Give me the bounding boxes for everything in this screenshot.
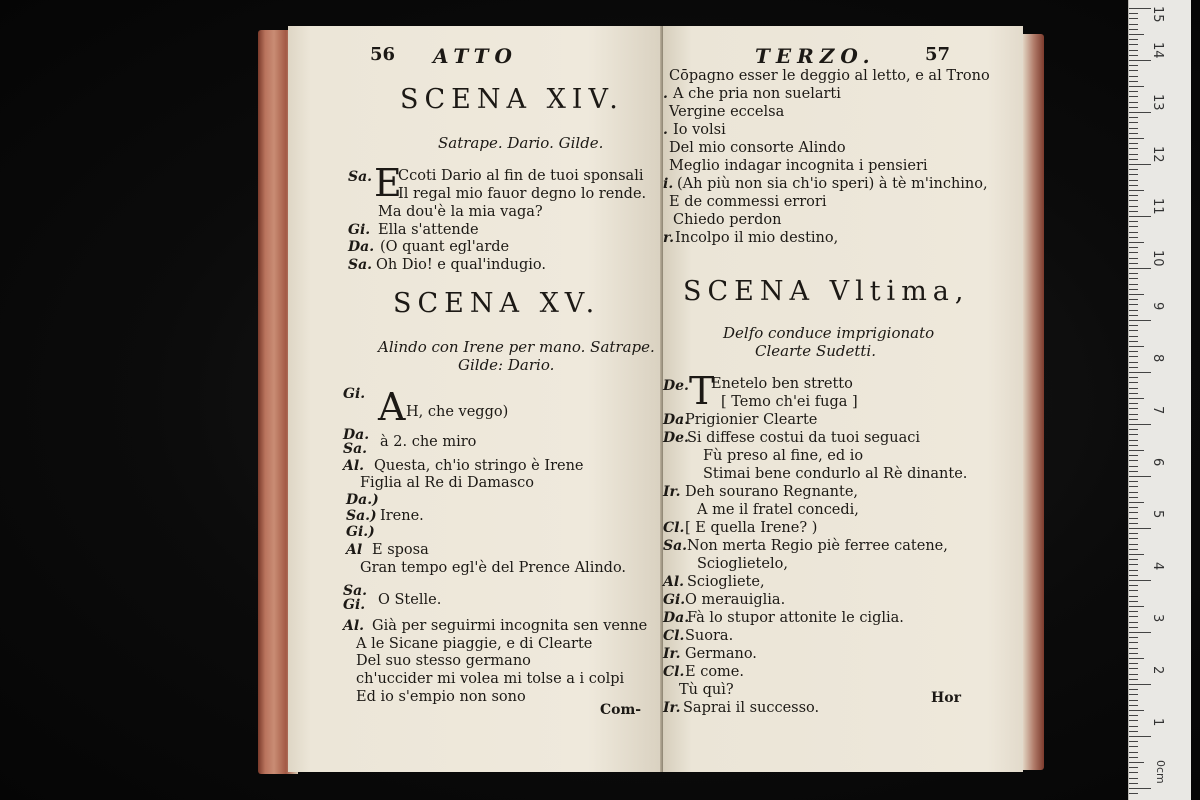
- verse-line: O merauiglia.: [685, 592, 786, 608]
- ruler-tick: [1129, 507, 1138, 508]
- ruler-tick: [1129, 143, 1138, 144]
- ruler-tick: [1129, 736, 1151, 737]
- ruler-tick: [1129, 715, 1138, 716]
- ruler-tick: [1129, 76, 1138, 77]
- ruler-tick: [1129, 91, 1138, 92]
- ruler-tick: [1129, 642, 1138, 643]
- ruler-tick: [1129, 200, 1138, 201]
- ruler-number: 4: [1150, 562, 1165, 571]
- running-head: TERZO.: [755, 44, 876, 68]
- ruler-tick: [1129, 434, 1138, 435]
- verse-line: ch'uccider mi volea mi tolse a i colpi: [356, 671, 625, 687]
- right-page: [663, 26, 1023, 772]
- ruler-tick: [1129, 299, 1138, 300]
- speaker: i.: [663, 176, 674, 192]
- ruler-number: 11: [1150, 198, 1165, 215]
- verse-line: Ed io s'empio non sono: [356, 689, 526, 705]
- ruler-tick: [1129, 242, 1144, 243]
- ruler-tick: [1129, 518, 1138, 519]
- verse-line: Ma dou'è la mia vaga?: [378, 204, 543, 220]
- ruler-tick: [1129, 29, 1138, 30]
- ruler-tick: [1129, 674, 1138, 675]
- speaker: Da.: [348, 239, 375, 255]
- ruler-tick: [1129, 346, 1144, 347]
- ruler-tick: [1129, 211, 1138, 212]
- ruler-tick: [1129, 663, 1138, 664]
- verse-line: O Stelle.: [378, 592, 442, 608]
- speaker: Al.: [343, 458, 365, 474]
- ruler-tick: [1129, 325, 1138, 326]
- speaker: Ir.: [663, 700, 681, 716]
- ruler-number: 12: [1150, 146, 1165, 163]
- verse-line: A me il fratel concedi,: [697, 502, 859, 518]
- ruler-tick: [1129, 216, 1151, 217]
- verse-line: Chiedo perdon: [673, 212, 782, 228]
- ruler-tick: [1129, 460, 1138, 461]
- ruler-tick: [1129, 455, 1138, 456]
- ruler-number: 2: [1150, 666, 1165, 675]
- ruler-number: 10: [1150, 250, 1165, 267]
- verse-line: Non merta Regio piè ferree catene,: [687, 538, 948, 554]
- scene-title: SCENA XV.: [393, 288, 601, 319]
- verse-line: Scioglietelo,: [697, 556, 788, 572]
- ruler-tick: [1129, 60, 1151, 61]
- ruler-number: 9: [1150, 302, 1165, 311]
- verse-line: Prigionier Clearte: [685, 412, 818, 428]
- ruler-tick: [1129, 746, 1138, 747]
- ruler-tick: [1129, 138, 1144, 139]
- ruler-tick: [1129, 726, 1138, 727]
- speaker: Gi.: [663, 592, 686, 608]
- scale-ruler: [1128, 0, 1191, 800]
- ruler-tick: [1129, 351, 1138, 352]
- ruler-tick: [1129, 268, 1151, 269]
- speaker: Gi.): [346, 524, 375, 540]
- ruler-tick: [1129, 393, 1138, 394]
- ruler-tick: [1129, 466, 1138, 467]
- ruler-tick: [1129, 190, 1144, 191]
- ruler-number: 7: [1150, 406, 1165, 415]
- ruler-tick: [1129, 55, 1138, 56]
- verse-line: Cōpagno esser le deggio al letto, e al Trono: [669, 68, 990, 84]
- ruler-tick: [1129, 336, 1138, 337]
- speaker: Ir.: [663, 646, 681, 662]
- ruler-tick: [1129, 356, 1138, 357]
- drop-cap: T: [689, 369, 715, 413]
- ruler-tick: [1129, 767, 1138, 768]
- verse-line: Fù preso al fine, ed io: [703, 448, 864, 464]
- verse-line: Incolpo il mio destino,: [675, 230, 839, 246]
- ruler-tick: [1129, 50, 1138, 51]
- ruler-tick: [1129, 133, 1138, 134]
- ruler-tick: [1129, 694, 1138, 695]
- speaker: Gi.: [348, 222, 371, 238]
- ruler-tick: [1129, 154, 1138, 155]
- speaker: .: [663, 86, 668, 102]
- catchword: Com-: [600, 702, 642, 718]
- ruler-tick: [1129, 658, 1144, 659]
- ruler-tick: [1129, 580, 1151, 581]
- verse-line: Gran tempo egl'è del Prence Alindo.: [360, 560, 627, 576]
- scene-cast: Alindo con Irene per mano. Satrape.: [378, 338, 655, 356]
- ruler-tick: [1129, 632, 1151, 633]
- ruler-tick: [1129, 159, 1138, 160]
- ruler-tick: [1129, 341, 1138, 342]
- ruler-tick: [1129, 310, 1138, 311]
- ruler-tick: [1129, 174, 1138, 175]
- ruler-tick: [1129, 122, 1138, 123]
- verse-line: Fà lo stupor attonite le ciglia.: [687, 610, 904, 626]
- ruler-tick: [1129, 96, 1138, 97]
- verse-line: Tù quì?: [679, 682, 734, 698]
- ruler-tick: [1129, 180, 1138, 181]
- ruler-tick: [1129, 783, 1138, 784]
- ruler-number: 5: [1150, 510, 1165, 519]
- verse-line: Saprai il successo.: [683, 700, 820, 716]
- ruler-number: 3: [1150, 614, 1165, 623]
- ruler-tick: [1129, 424, 1151, 425]
- verse-line: Meglio indagar incognita i pensieri: [669, 158, 928, 174]
- speaker: Da. Sa.: [343, 427, 370, 457]
- speaker: De.: [663, 430, 689, 446]
- speaker: Gi.: [343, 386, 366, 402]
- scene-title: SCENA XIV.: [400, 84, 624, 115]
- scene-cast: Delfo conduce imprigionato: [723, 324, 935, 342]
- ruler-tick: [1129, 388, 1138, 389]
- verse-line: Irene.: [380, 508, 424, 524]
- ruler-tick: [1129, 112, 1151, 113]
- verse-line: Il regal mio fauor degno lo rende.: [398, 186, 647, 202]
- speaker: Sa.): [346, 508, 377, 524]
- ruler-tick: [1129, 273, 1138, 274]
- drop-cap: A: [378, 385, 406, 429]
- verse-line: à 2. che miro: [380, 434, 477, 450]
- speaker: Al.: [663, 574, 685, 590]
- ruler-tick: [1129, 226, 1138, 227]
- speaker: Sa. Gi.: [343, 583, 368, 613]
- ruler-tick: [1129, 700, 1138, 701]
- speaker: Sa.: [348, 257, 373, 273]
- verse-line: Oh Dio! e qual'indugio.: [376, 257, 546, 273]
- ruler-tick: [1129, 611, 1138, 612]
- ruler-tick: [1129, 398, 1144, 399]
- ruler-tick: [1129, 720, 1138, 721]
- ruler-tick: [1129, 481, 1138, 482]
- speaker: Da.: [663, 412, 690, 428]
- verse-line: Enetelo ben stretto: [711, 376, 853, 392]
- ruler-tick: [1129, 44, 1138, 45]
- ruler-number: 14: [1150, 42, 1165, 59]
- ruler-tick: [1129, 538, 1138, 539]
- verse-line: A che pria non suelarti: [673, 86, 841, 102]
- ruler-tick: [1129, 492, 1138, 493]
- catchword: Hor: [931, 690, 961, 706]
- ruler-tick: [1129, 788, 1151, 789]
- ruler-tick: [1129, 772, 1138, 773]
- ruler-tick: [1129, 382, 1138, 383]
- ruler-tick: [1129, 637, 1138, 638]
- ruler-tick: [1129, 762, 1144, 763]
- verse-line: Sciogliete,: [687, 574, 765, 590]
- ruler-tick: [1129, 13, 1138, 14]
- verse-line: [ Temo ch'ei fuga ]: [721, 394, 858, 410]
- ruler-tick: [1129, 377, 1138, 378]
- speaker: Al: [346, 542, 363, 558]
- speaker: Ir.: [663, 484, 681, 500]
- ruler-tick: [1129, 684, 1151, 685]
- running-head: ATTO: [433, 44, 518, 68]
- ruler-tick: [1129, 221, 1138, 222]
- ruler-tick: [1129, 679, 1138, 680]
- ruler-tick: [1129, 559, 1138, 560]
- drop-cap: E: [374, 161, 402, 205]
- ruler-tick: [1129, 445, 1138, 446]
- speaker: Cl.: [663, 664, 685, 680]
- verse-line: Si diffese costui da tuoi seguaci: [687, 430, 921, 446]
- ruler-tick: [1129, 752, 1138, 753]
- ruler-number: 1: [1150, 718, 1165, 727]
- verse-line: Questa, ch'io stringo è Irene: [374, 458, 584, 474]
- ruler-tick: [1129, 408, 1138, 409]
- ruler-tick: [1129, 596, 1138, 597]
- ruler-tick: [1129, 185, 1138, 186]
- scene-cast: Satrape. Dario. Gilde.: [438, 134, 604, 152]
- ruler-tick: [1129, 549, 1138, 550]
- ruler-tick: [1129, 653, 1138, 654]
- ruler-tick: [1129, 528, 1151, 529]
- ruler-tick: [1129, 206, 1138, 207]
- ruler-tick: [1129, 575, 1138, 576]
- ruler-tick: [1129, 65, 1138, 66]
- ruler-number: 8: [1150, 354, 1165, 363]
- ruler-tick: [1129, 606, 1144, 607]
- ruler-tick: [1129, 741, 1138, 742]
- speaker: Sa.: [663, 538, 688, 554]
- ruler-tick: [1129, 70, 1138, 71]
- ruler-tick: [1129, 440, 1138, 441]
- book-fore-edge-right: [1022, 34, 1044, 770]
- open-book: [258, 22, 1044, 774]
- verse-line: Vergine eccelsa: [669, 104, 785, 120]
- ruler-tick: [1129, 278, 1138, 279]
- speaker: r.: [663, 230, 674, 246]
- ruler-tick: [1129, 34, 1144, 35]
- ruler-tick: [1129, 590, 1138, 591]
- ruler-tick: [1129, 330, 1138, 331]
- speaker: .: [663, 122, 668, 138]
- speaker: De.: [663, 378, 689, 394]
- ruler-tick: [1129, 497, 1138, 498]
- ruler-tick: [1129, 502, 1144, 503]
- verse-line: Del suo stesso germano: [356, 653, 531, 669]
- ruler-tick: [1129, 237, 1138, 238]
- ruler-tick: [1129, 304, 1138, 305]
- verse-line: [ E quella Irene? ): [685, 520, 818, 536]
- ruler-tick: [1129, 247, 1138, 248]
- ruler-tick: [1129, 476, 1151, 477]
- ruler-tick: [1129, 414, 1138, 415]
- ruler-number: 15: [1150, 6, 1165, 23]
- ruler-tick: [1129, 39, 1138, 40]
- ruler-tick: [1129, 102, 1138, 103]
- ruler-tick: [1129, 195, 1138, 196]
- ruler-tick: [1129, 648, 1138, 649]
- ruler-tick: [1129, 232, 1138, 233]
- verse-line: E come.: [685, 664, 744, 680]
- verse-line: Figlia al Re di Damasco: [360, 475, 534, 491]
- ruler-tick: [1129, 86, 1144, 87]
- ruler-tick: [1129, 169, 1138, 170]
- ruler-tick: [1129, 294, 1144, 295]
- speaker: Da.: [663, 610, 690, 626]
- ruler-tick: [1129, 705, 1138, 706]
- ruler-tick: [1129, 372, 1151, 373]
- ruler-number: 6: [1150, 458, 1165, 467]
- verse-line: Stimai bene condurlo al Rè dinante.: [703, 466, 968, 482]
- ruler-tick: [1129, 554, 1144, 555]
- ruler-tick: [1129, 362, 1138, 363]
- ruler-tick: [1129, 320, 1151, 321]
- speaker: Da.): [346, 492, 379, 508]
- ruler-tick: [1129, 627, 1138, 628]
- left-page: [288, 26, 663, 772]
- ruler-tick: [1129, 585, 1138, 586]
- ruler-tick: [1129, 289, 1138, 290]
- ruler-tick: [1129, 486, 1138, 487]
- ruler-tick: [1129, 710, 1144, 711]
- ruler-tick: [1129, 731, 1138, 732]
- ruler-tick: [1129, 164, 1151, 165]
- verse-line: Suora.: [685, 628, 734, 644]
- speaker: Cl.: [663, 520, 685, 536]
- ruler-tick: [1129, 512, 1138, 513]
- ruler-tick: [1129, 128, 1138, 129]
- page-number: 57: [925, 44, 951, 65]
- ruler-tick: [1129, 107, 1138, 108]
- verse-line: A le Sicane piaggie, e di Clearte: [356, 636, 593, 652]
- ruler-tick: [1129, 616, 1138, 617]
- ruler-tick: [1129, 18, 1138, 19]
- ruler-tick: [1129, 148, 1138, 149]
- ruler-tick: [1129, 570, 1138, 571]
- ruler-number: 13: [1150, 94, 1165, 111]
- ruler-tick: [1129, 252, 1138, 253]
- ruler-tick: [1129, 601, 1138, 602]
- ruler-tick: [1129, 778, 1138, 779]
- ruler-tick: [1129, 24, 1138, 25]
- verse-line: Ccoti Dario al fin de tuoi sponsali: [398, 168, 644, 184]
- ruler-tick: [1129, 689, 1138, 690]
- scene-title: SCENA Vltima,: [683, 276, 970, 307]
- scene-cast: Clearte Sudetti.: [755, 342, 876, 360]
- speaker: Sa.: [348, 169, 373, 185]
- verse-line: (Ah più non sia ch'io speri) à tè m'inchino,: [677, 176, 988, 192]
- ruler-tick: [1129, 419, 1138, 420]
- verse-line: (O quant egl'arde: [380, 239, 510, 255]
- ruler-tick: [1129, 258, 1138, 259]
- ruler-tick: [1129, 757, 1138, 758]
- ruler-tick: [1129, 117, 1138, 118]
- ruler-tick: [1129, 450, 1144, 451]
- verse-line: Io volsi: [673, 122, 726, 138]
- ruler-tick: [1129, 81, 1138, 82]
- ruler-tick: [1129, 403, 1138, 404]
- ruler-tick: [1129, 622, 1138, 623]
- ruler-tick: [1129, 564, 1138, 565]
- verse-line: Del mio consorte Alindo: [669, 140, 846, 156]
- verse-line: Deh sourano Regnante,: [685, 484, 859, 500]
- verse-line: E de commessi errori: [669, 194, 827, 210]
- ruler-tick: [1129, 544, 1138, 545]
- verse-line: Germano.: [685, 646, 757, 662]
- ruler-tick: [1129, 668, 1138, 669]
- ruler-tick: [1129, 263, 1138, 264]
- ruler-tick: [1129, 793, 1138, 794]
- ruler-tick: [1129, 8, 1151, 9]
- ruler-tick: [1129, 533, 1138, 534]
- verse-line: Già per seguirmi incognita sen venne: [372, 618, 648, 634]
- page-number: 56: [370, 44, 396, 65]
- speaker: Cl.: [663, 628, 685, 644]
- speaker: Al.: [343, 618, 365, 634]
- ruler-tick: [1129, 284, 1138, 285]
- scene-cast: Gilde: Dario.: [458, 356, 555, 374]
- verse-line: H, che veggo): [406, 404, 509, 420]
- ruler-tick: [1129, 367, 1138, 368]
- ruler-tick: [1129, 429, 1138, 430]
- ruler-unit: 0cm: [1154, 760, 1167, 784]
- ruler-tick: [1129, 523, 1138, 524]
- ruler-tick: [1129, 315, 1138, 316]
- verse-line: E sposa: [372, 542, 429, 558]
- ruler-tick: [1129, 471, 1138, 472]
- verse-line: Ella s'attende: [378, 222, 479, 238]
